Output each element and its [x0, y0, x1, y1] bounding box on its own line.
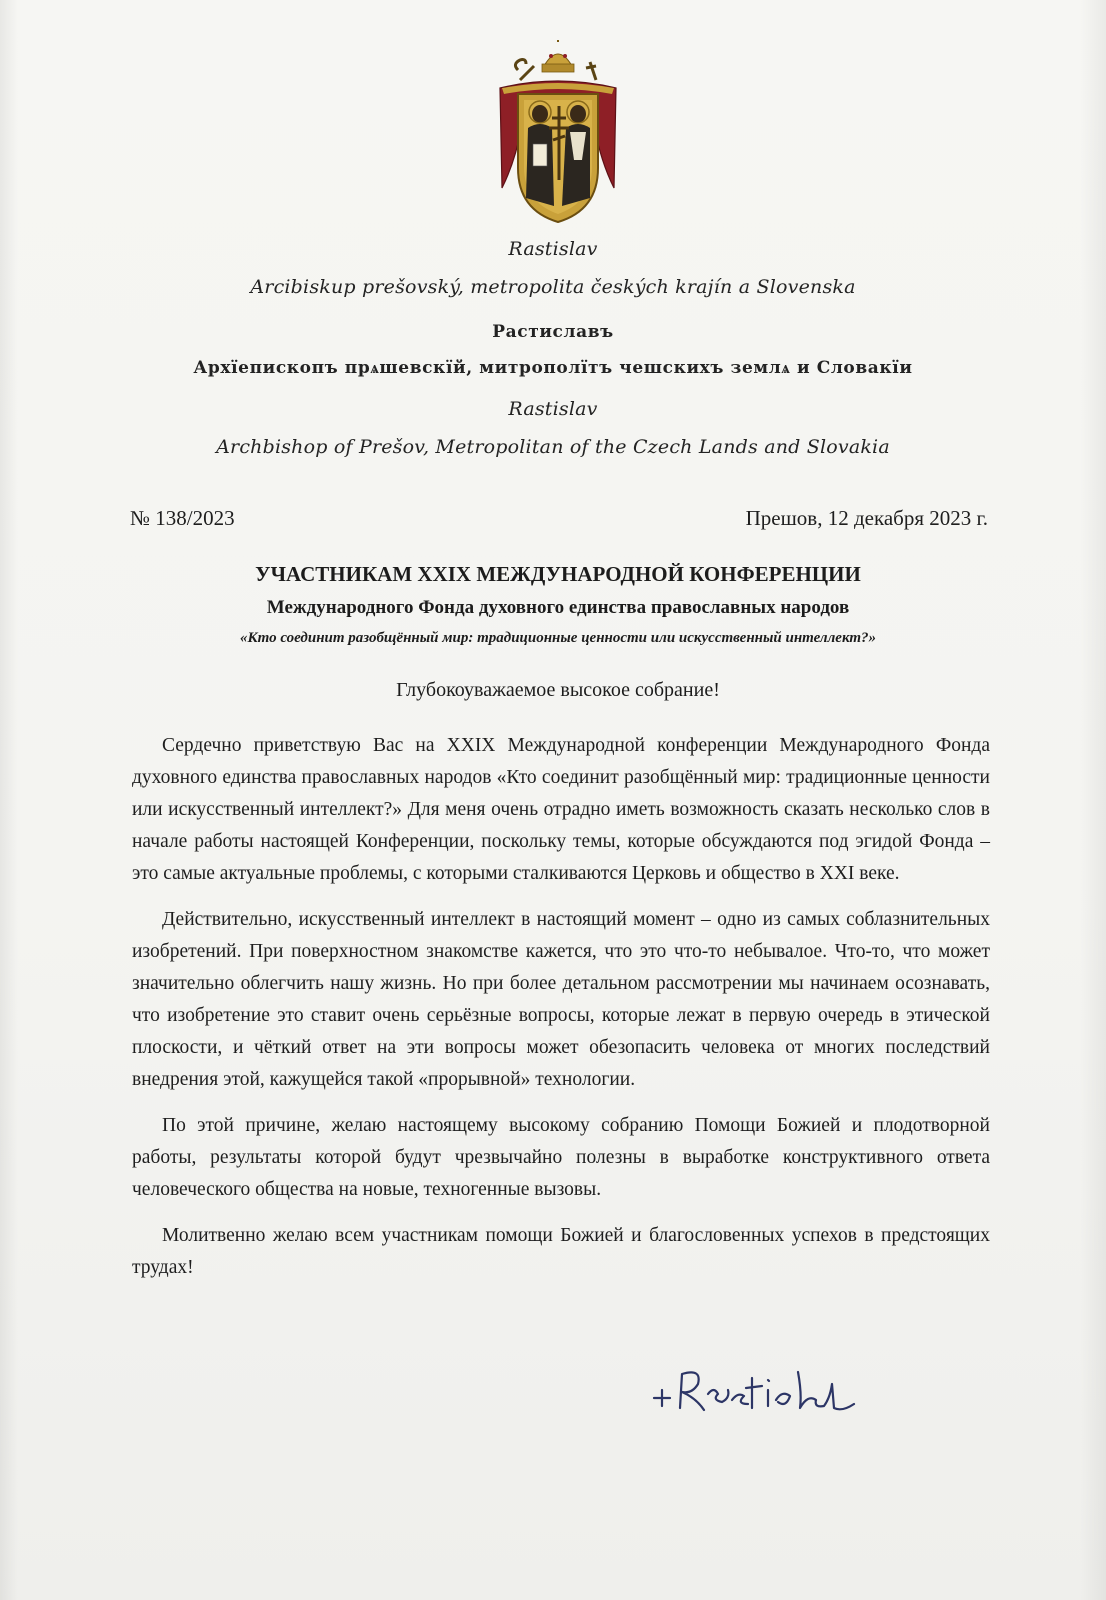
paragraph-2: Действительно, искусственный интеллект в настоящий момент – одно из самых соблазнительных изобретений. При поверхностном знакомстве кажется, что это что-то небывалое. Что-то, что может значительно облегчить нашу жизнь. Но при более детальном рассмотрении мы начинаем осознавать, что изобретение это ставит очень серьёзные вопросы, которые лежат в первую очередь в этической плоскости, и чёткий ответ на эти вопросы может обезопасить человека от многих последствий внедрения этой, кажущейся такой «прорывной» технологии. [132, 909, 990, 1090]
salutation: Глубокоуважаемое высокое собрание! [396, 679, 720, 701]
organization-heading: Международного Фонда духовного единства православных народов [266, 597, 850, 618]
letterhead-english-title: Archbishop of Prešov, Metropolitan of the Czech Lands and Slovakia [216, 436, 890, 458]
letterhead-slavonic-name: Растиславъ [492, 322, 614, 342]
paragraph-4: Молитвенно желаю всем участникам помощи Божией и благословенных успехов в предстоящих трудах! [132, 1225, 990, 1278]
coat-of-arms-icon [496, 40, 620, 226]
letter-body [132, 730, 990, 1298]
address-heading: УЧАСТНИКАМ XXIX МЕЖДУНАРОДНОЙ КОНФЕРЕНЦИИ [255, 562, 861, 586]
letterhead-slavonic-title: Архїепископъ прѧшевскїй, митрополїтъ чешскихъ землѧ и Словакїи [193, 358, 913, 378]
letterhead-latin-title: Arcibiskup prešovský, metropolita českých krajín a Slovenska [250, 276, 856, 298]
paragraph-1: Сердечно приветствую Вас на XXIX Международной конференции Международного Фонда духовного единства православных народов «Кто соединит разобщённый мир: традиционные ценности или искусственный интеллект?» Для меня очень отрадно иметь возможность сказать несколько слов в начале работы настоящей Конференции, поскольку темы, которые обсуждаются под эгидой Фонда – это самые актуальные проблемы, с которыми сталкиваются Церковь и общество в XXI веке. [132, 735, 990, 884]
conference-theme: «Кто соединит разобщённый мир: традиционные ценности или искусственный интеллект?» [239, 630, 877, 646]
paragraph-3: По этой причине, желаю настоящему высокому собранию Помощи Божией и плодотворной работы, результаты которой будут чрезвычайно полезны в выработке конструктивного ответа человеческого общества на новые, техногенные вызовы. [132, 1115, 990, 1200]
letterhead-latin-name: Rastislav [508, 238, 598, 260]
letterhead-english-name: Rastislav [508, 398, 598, 420]
document-number: № 138/2023 [130, 506, 235, 530]
place-and-date: Прешов, 12 декабря 2023 г. [745, 506, 988, 530]
handwritten-signature [652, 1364, 862, 1420]
